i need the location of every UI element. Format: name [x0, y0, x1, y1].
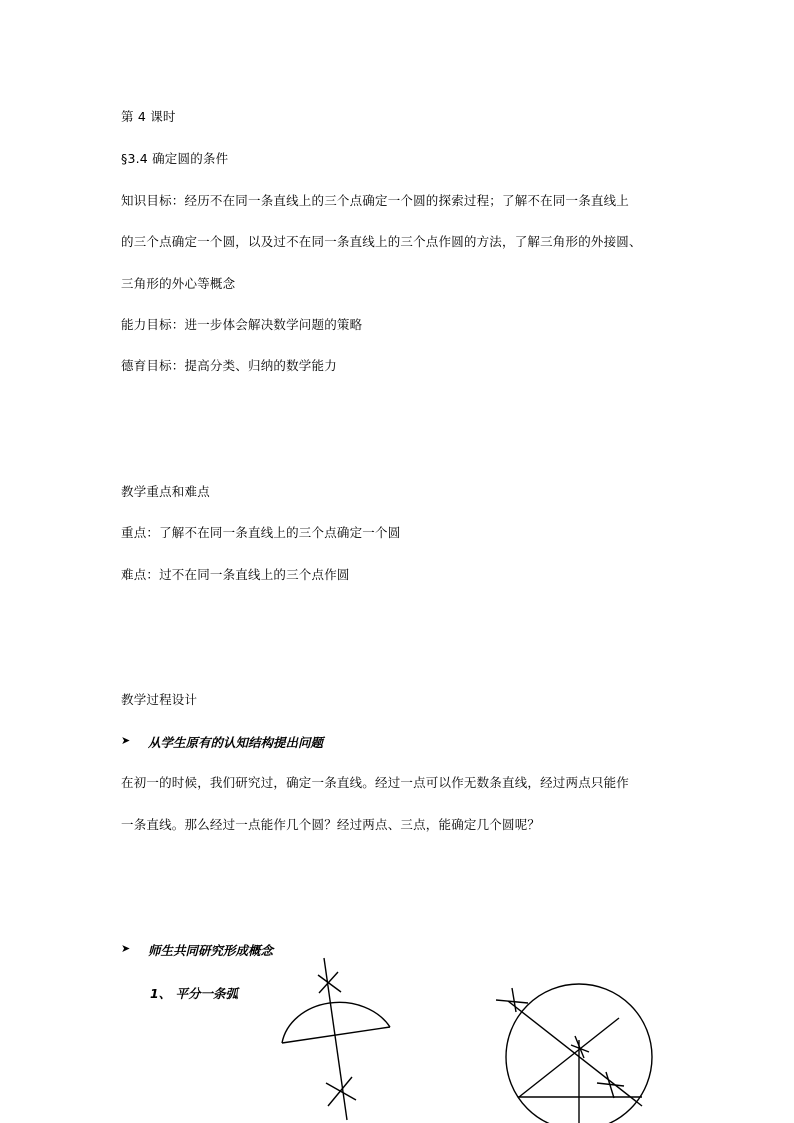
bullet-arrow-icon: ➤ — [121, 942, 131, 955]
difficulty-point: 难点：过不在同一条直线上的三个点作圆 — [121, 567, 350, 582]
process-heading: 教学过程设计 — [121, 692, 198, 707]
section-title: §3.4 确定圆的条件 — [121, 151, 229, 166]
knowledge-objective-line-1: 知识目标：经历不在同一条直线上的三个点确定一个圆的探索过程；了解不在同一条直线上 — [121, 193, 630, 208]
arc-bisection-figure — [282, 958, 390, 1120]
step1-title: 从学生原有的认知结构提出问题 — [148, 735, 324, 750]
step1-text-line-1: 在初一的时候，我们研究过，确定一条直线。经过一点可以作无数条直线，经过两点只能作 — [121, 775, 630, 790]
moral-objective: 德育目标：提高分类、归纳的数学能力 — [121, 358, 337, 373]
focus-point: 重点：了解不在同一条直线上的三个点确定一个圆 — [121, 525, 401, 540]
lesson-number: 第 4 课时 — [121, 109, 176, 124]
arc — [282, 1002, 390, 1043]
three-point-circle-figure — [496, 984, 652, 1123]
ability-objective: 能力目标：进一步体会解决数学问题的策略 — [121, 317, 363, 332]
step2-title: 师生共同研究形成概念 — [148, 943, 274, 958]
step2-subitem: 1、 平分一条弧 — [150, 986, 239, 1001]
bullet-arrow-icon: ➤ — [121, 734, 131, 747]
knowledge-objective-line-3: 三角形的外心等概念 — [121, 276, 236, 291]
key-points-heading: 教学重点和难点 — [121, 484, 210, 499]
knowledge-objective-line-2: 的三个点确定一个圆，以及过不在同一条直线上的三个点作圆的方法，了解三角形的外接圆、 — [121, 234, 642, 249]
step1-text-line-2: 一条直线。那么经过一点能作几个圆？经过两点、三点，能确定几个圆呢？ — [121, 817, 541, 832]
segment-2 — [519, 1018, 619, 1097]
